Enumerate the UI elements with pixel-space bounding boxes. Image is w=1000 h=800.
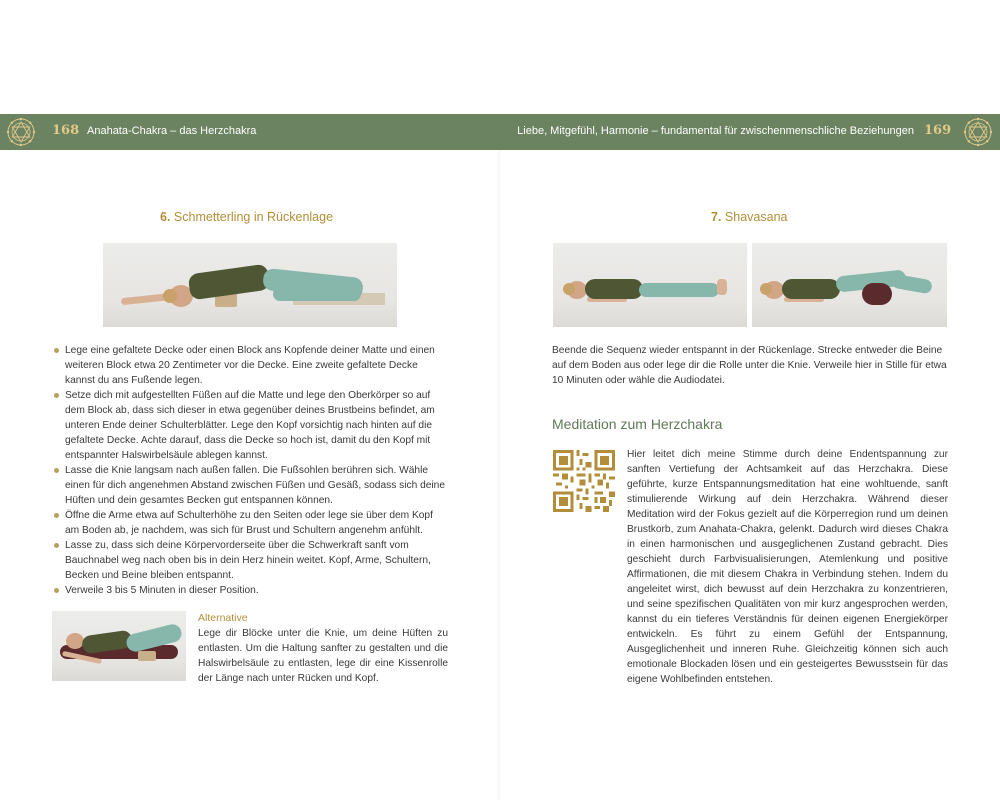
qr-code-icon[interactable] [553,450,615,512]
list-item: Setze dich mit aufgestellten Füßen auf die Matte und lege den Oberkörper so auf dem Block ab, dass sich dieser in etwa gegenüber deines Brustbeins befindet, am unteren Ende deiner Schulterblätter. Lege den Kopf vorsichtig nach hinten auf die gefaltete Decke. Achte darauf, dass die Decke so hoch ist, damit du den Kopf mit entspannter Halswirbelsäule ablegen kannst. [52,388,448,463]
alternative-label: Alternative [198,612,248,624]
meditation-heading: Meditation zum Herzchakra [552,416,723,432]
list-item: Lege eine gefaltete Decke oder einen Block ans Kopfende deiner Matte und einen weiteren Block etwa 20 Zentimeter vor die Decke. Eine zweite gefaltete Decke kannst du ans Fußende legen. [52,343,448,388]
list-item: Lasse zu, dass sich deine Körpervorderseite über die Schwerkraft sanft vom Bauchnabel weg nach oben bis in dein Herz hinein weitet. Kopf, Arme, Schultern, Becken und Beine bleiben entspannt. [52,538,448,583]
page-header-band [0,114,1000,150]
section-number: 7. [711,210,722,224]
right-page-number: 169 [924,123,952,138]
right-running-title: Liebe, Mitgefühl, Harmonie – fundamental für zwischenmenschliche Beziehungen [517,125,914,137]
instruction-list [52,343,448,598]
left-page-number: 168 [52,123,80,138]
photo-alternative-pose [52,611,186,681]
photo-supine-butterfly-pose [103,243,397,327]
book-gutter [498,150,502,800]
section-number: 6. [160,210,171,224]
list-item: Verweile 3 bis 5 Minuten in dieser Position. [52,583,448,598]
alternative-text: Lege dir Blöcke unter die Knie, um deine Hüften zu entlasten. Um die Haltung sanfter zu gestalten und die Halswirbelsäule zu entlasten, lege dir eine Kissenrolle der Länge nach unter Rücken und Kopf. [198,628,448,684]
list-item: Öffne die Arme etwa auf Schulterhöhe zu den Seiten oder lege sie über dem Kopf am Boden ab, je nachdem, was sich für Brust und Schultern angenehm anfühlt. [52,508,448,538]
left-running-title: Anahata-Chakra – das Herzchakra [87,125,257,137]
section-title: Shavasana [724,210,788,224]
list-item: Lasse die Knie langsam nach außen fallen. Die Fußsohlen berühren sich. Wähle einen für dich angenehmen Abstand zwischen Füßen und Gesäß, sodass sich deine Hüften und dein gesamtes Becken gut entspannen können. [52,463,448,508]
photo-shavasana-bolster [752,243,947,327]
section-title: Schmetterling in Rückenlage [173,210,334,224]
anahata-chakra-icon [963,117,993,147]
photo-shavasana-straight-legs [553,243,747,327]
section-heading-butterfly [160,210,333,224]
shavasana-text: Beende die Sequenz wieder entspannt in der Rückenlage. Strecke entweder die Beine auf dem Boden aus oder lege dir die Rolle unter die Knie. Verweile hier in Stille für etwa 10 Minuten oder wähle die Audiodatei. [552,345,947,386]
anahata-chakra-icon [6,117,36,147]
section-heading-shavasana [711,210,787,224]
meditation-text: Hier leitet dich meine Stimme durch deine Endentspannung zur sanften Vertiefung der Achtsamkeit auf das Herzchakra. Diese geführte, kurze Entspannungsmeditation hat eine wohltuende, sanft stimulierende Wirkung auf dein Herzchakra. Während dieser Meditation wird der Fokus gezielt auf die Körperregion rund um deinen Brustkorb, zum Anahata-Chakra, gelenkt. Dadurch wird dieses Chakra in einen harmonischen und ausgeglichenen Zustand gebracht. Dies geschieht durch Farbvisualisierungen, Atemlenkung und positive Affirmationen, die mit diesem Chakra in Verbindung stehen. Indem du angeleitet wirst, dich bewusst auf dein Herzchakra zu konzentrieren, und seine spezifischen Qualitäten von mir kurz angesprochen werden, kannst du ein tieferes Verständnis für deinen eigenen Energiekörper entwickeln. Es führt zu einem Gefühl der Entspannung, Ausgeglichenheit und inneren Ruhe. Gleichzeitig können sich auch emotionale Blockaden lösen und ein gesteigertes Bewusstsein für das eigene Wohlbefinden entstehen. [627,449,948,685]
